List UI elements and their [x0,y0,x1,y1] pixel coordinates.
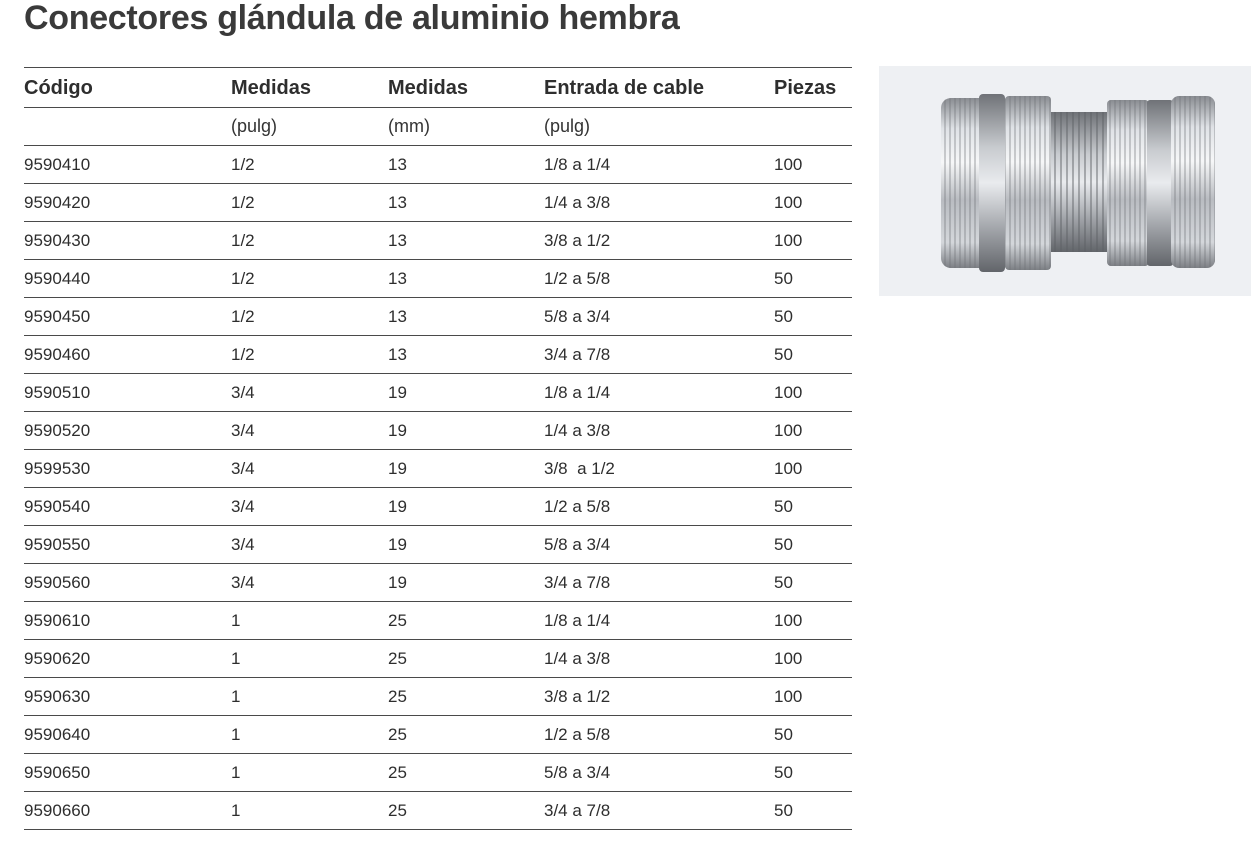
cell-entrada-cable: 3/4 a 7/8 [544,564,774,602]
aluminum-gland-connector-icon [879,66,1251,296]
cell-piezas: 50 [774,336,852,374]
cell-entrada-cable: 1/4 a 3/8 [544,640,774,678]
spec-table [24,67,852,830]
subheader-codigo [24,108,231,146]
table-row [24,374,852,412]
table-row [24,184,852,222]
cell-medidas-mm: 13 [388,336,544,374]
cell-medidas-mm: 19 [388,564,544,602]
cell-medidas-mm: 25 [388,716,544,754]
cell-entrada-cable: 1/8 a 1/4 [544,146,774,184]
cell-medidas-pulg: 1/2 [231,260,388,298]
cell-medidas-mm: 25 [388,792,544,830]
table-row [24,450,852,488]
cell-codigo: 9590660 [24,792,231,830]
cell-piezas: 100 [774,450,852,488]
product-image [879,66,1251,296]
cell-piezas: 50 [774,526,852,564]
cell-piezas: 100 [774,678,852,716]
cell-piezas: 50 [774,754,852,792]
cell-piezas: 100 [774,184,852,222]
cell-entrada-cable: 5/8 a 3/4 [544,298,774,336]
cell-medidas-mm: 25 [388,640,544,678]
cell-medidas-mm: 19 [388,488,544,526]
cell-medidas-mm: 19 [388,526,544,564]
table-subheader-row [24,108,852,146]
cell-medidas-pulg: 1 [231,716,388,754]
cell-entrada-cable: 3/8 a 1/2 [544,222,774,260]
cell-medidas-pulg: 1 [231,792,388,830]
cell-medidas-mm: 13 [388,146,544,184]
cell-medidas-pulg: 3/4 [231,450,388,488]
cell-medidas-pulg: 3/4 [231,564,388,602]
header-codigo: Código [24,68,231,108]
table-row [24,716,852,754]
table-row [24,564,852,602]
cell-piezas: 50 [774,298,852,336]
cell-medidas-pulg: 1 [231,678,388,716]
cell-medidas-mm: 13 [388,222,544,260]
table-row [24,640,852,678]
cell-medidas-pulg: 1 [231,602,388,640]
cell-codigo: 9590540 [24,488,231,526]
cell-piezas: 50 [774,260,852,298]
cell-entrada-cable: 1/2 a 5/8 [544,716,774,754]
cell-medidas-mm: 13 [388,184,544,222]
cell-medidas-pulg: 1 [231,754,388,792]
cell-codigo: 9590560 [24,564,231,602]
table-header-row [24,68,852,108]
cell-piezas: 100 [774,222,852,260]
cell-medidas-mm: 13 [388,298,544,336]
cell-medidas-mm: 25 [388,678,544,716]
cell-medidas-pulg: 1/2 [231,146,388,184]
page-title: Conectores glándula de aluminio hembra [24,0,680,37]
cell-medidas-pulg: 1/2 [231,222,388,260]
cell-medidas-pulg: 3/4 [231,488,388,526]
cell-codigo: 9590650 [24,754,231,792]
subheader-cable-pulg: (pulg) [544,108,774,146]
header-entrada-cable: Entrada de cable [544,68,774,108]
cell-codigo: 9590520 [24,412,231,450]
cell-codigo: 9590630 [24,678,231,716]
cell-entrada-cable: 3/8 a 1/2 [544,450,774,488]
subheader-piezas [774,108,852,146]
table-body [24,146,852,830]
cell-entrada-cable: 3/4 a 7/8 [544,792,774,830]
header-medidas-pulg: Medidas [231,68,388,108]
table-row [24,298,852,336]
cell-piezas: 50 [774,792,852,830]
cell-entrada-cable: 1/4 a 3/8 [544,184,774,222]
cell-codigo: 9590460 [24,336,231,374]
cell-codigo: 9590510 [24,374,231,412]
cell-medidas-pulg: 1/2 [231,298,388,336]
cell-entrada-cable: 1/2 a 5/8 [544,488,774,526]
cell-entrada-cable: 5/8 a 3/4 [544,526,774,564]
table-row [24,336,852,374]
cell-medidas-mm: 19 [388,412,544,450]
table-row [24,678,852,716]
table-row [24,488,852,526]
header-piezas: Piezas [774,68,852,108]
cell-entrada-cable: 5/8 a 3/4 [544,754,774,792]
cell-medidas-pulg: 1/2 [231,184,388,222]
cell-entrada-cable: 3/8 a 1/2 [544,678,774,716]
table-row [24,412,852,450]
cell-codigo: 9599530 [24,450,231,488]
table-row [24,222,852,260]
cell-piezas: 50 [774,564,852,602]
cell-codigo: 9590550 [24,526,231,564]
cell-entrada-cable: 1/2 a 5/8 [544,260,774,298]
table-row [24,146,852,184]
cell-codigo: 9590620 [24,640,231,678]
table-row [24,526,852,564]
cell-entrada-cable: 1/8 a 1/4 [544,602,774,640]
cell-codigo: 9590440 [24,260,231,298]
cell-codigo: 9590450 [24,298,231,336]
cell-medidas-mm: 25 [388,754,544,792]
header-medidas-mm: Medidas [388,68,544,108]
cell-piezas: 100 [774,146,852,184]
cell-piezas: 50 [774,488,852,526]
table-row [24,260,852,298]
cell-piezas: 100 [774,412,852,450]
cell-medidas-pulg: 1/2 [231,336,388,374]
cell-piezas: 100 [774,374,852,412]
table-row [24,754,852,792]
subheader-mm: (mm) [388,108,544,146]
cell-entrada-cable: 1/8 a 1/4 [544,374,774,412]
table-row [24,792,852,830]
cell-entrada-cable: 1/4 a 3/8 [544,412,774,450]
cell-entrada-cable: 3/4 a 7/8 [544,336,774,374]
cell-piezas: 100 [774,602,852,640]
cell-codigo: 9590640 [24,716,231,754]
cell-codigo: 9590420 [24,184,231,222]
cell-medidas-mm: 19 [388,374,544,412]
cell-piezas: 100 [774,640,852,678]
cell-codigo: 9590410 [24,146,231,184]
cell-medidas-pulg: 1 [231,640,388,678]
cell-medidas-mm: 13 [388,260,544,298]
cell-medidas-mm: 19 [388,450,544,488]
cell-medidas-pulg: 3/4 [231,526,388,564]
table-row [24,602,852,640]
cell-medidas-pulg: 3/4 [231,412,388,450]
cell-medidas-pulg: 3/4 [231,374,388,412]
cell-codigo: 9590430 [24,222,231,260]
cell-medidas-mm: 25 [388,602,544,640]
cell-piezas: 50 [774,716,852,754]
cell-codigo: 9590610 [24,602,231,640]
subheader-pulg: (pulg) [231,108,388,146]
